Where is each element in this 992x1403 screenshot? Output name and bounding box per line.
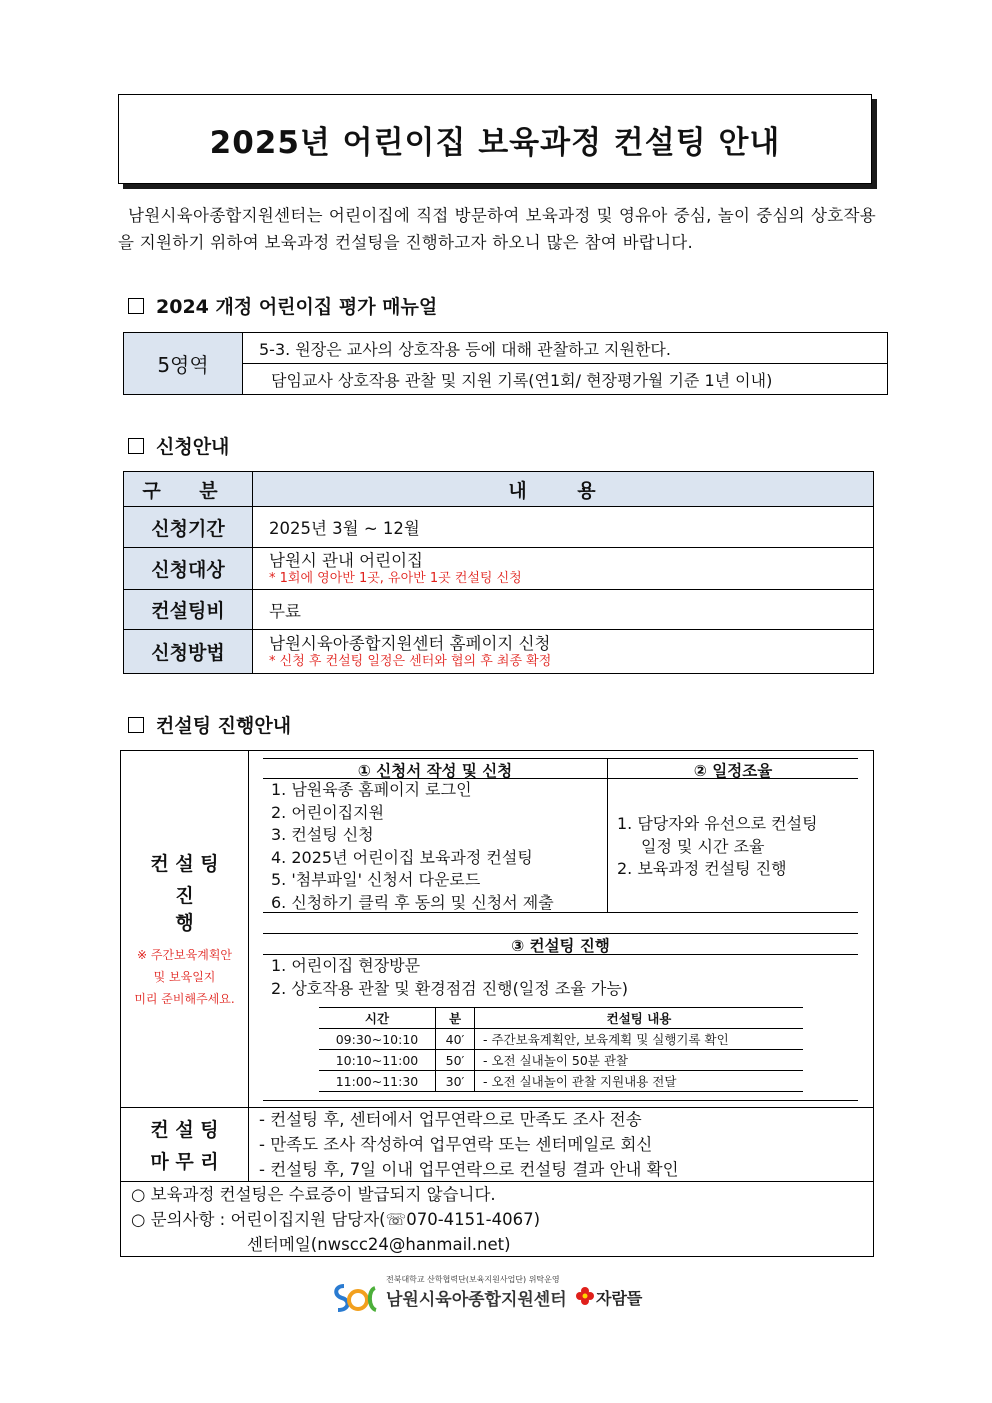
logo-name: 남원시육아종합지원센터 [386,1290,567,1310]
row-note: * 신청 후 컨설팅 일정은 센터와 협의 후 최종 확정 [269,653,552,669]
step2-list: 1. 담당자와 유선으로 컨설팅 일정 및 시간 조율 2. 보육과정 컨설팅 진행 [617,814,818,878]
area-label: 5영역 [124,333,243,395]
table-row: 10:10~11:00 50′ - 오전 실내놀이 50분 관찰 [319,1050,803,1071]
prep-note-1: ※ 주간보육계획안 [136,948,232,962]
step3-list: 1. 어린이집 현장방문 2. 상호작용 관찰 및 환경점검 진행(일정 조율 가능) [271,956,629,998]
title-box [118,94,872,184]
label-finish-2: 마 무 리 [150,1151,219,1173]
step1-list: 1. 남원육종 홈페이지 로그인 2. 어린이집지원 3. 컨설팅 신청 4. 2025년 어린이집 보육과정 컨설팅 5. '첨부파일' 신청서 다운로드 6. 신청하기 클릭 후 동의 및 신청서 제출 [271,780,554,912]
prep-note-3: 미리 준비해주세요. [134,992,235,1006]
col-content: 내 용 [253,472,874,507]
step1-title: ① 신청서 작성 및 신청 [357,762,513,780]
section-heading-progress: 컨설팅 진행안내 [128,711,291,738]
flower-icon [576,1287,594,1305]
step2-title: ② 일정조율 [693,762,773,780]
logo-small-text: 전북대학교 산학협력단(보육지원사업단) 위탁운영 [386,1275,560,1284]
row-value: 남원시 관내 어린이집 * 1회에 영아반 1곳, 유아반 1곳 컨설팅 신청 [253,548,874,590]
center-logo [330,1272,660,1312]
row-key: 신청대상 [124,548,253,590]
section-heading-manual: 2024 개정 어린이집 평가 매뉴얼 [128,292,437,319]
label-progress-2: 진 행 [175,885,222,934]
section-heading-apply: 신청안내 [128,432,229,459]
manual-line-2: 담임교사 상호작용 관찰 및 지원 기록(연1회/ 현장평가월 기준 1년 이내) [243,364,888,395]
footer-info: ○ 보육과정 컨설팅은 수료증이 발급되지 않습니다. ○ 문의사항 : 어린이집지원 담당자(☏070-4151-4067) 센터메일(nwscc24@hanmail.net) [131,1185,541,1254]
row-value: 2025년 3월 ~ 12월 [253,507,874,548]
finish-list: - 컨설팅 후, 센터에서 업무연락으로 만족도 조사 전송 - 만족도 조사 작성하여 업무연락 또는 센터메일로 회신 - 컨설팅 후, 7일 이내 업무연락으로 컨설팅 결과 안내 확인 [259,1110,679,1179]
row-value: 남원시육아종합지원센터 홈페이지 신청 * 신청 후 컨설팅 일정은 센터와 협의 후 최종 확정 [253,630,874,674]
manual-line-1: 5-3. 원장은 교사의 상호작용 등에 대해 관찰하고 지원한다. [243,333,888,364]
intro-paragraph: 남원시육아종합지원센터는 어린이집에 직접 방문하여 보육과정 및 영유아 중심, 놀이 중심의 상호작용을 지원하기 위하여 보육과정 컨설팅을 진행하고자 하오니 많은 참여 바랍니다. [118,206,876,252]
progress-table [120,750,874,1257]
logo-brand: 자람뜰 [596,1289,643,1308]
col-category: 구 분 [124,472,253,507]
prep-note-2: 및 보육일지 [153,970,216,984]
manual-table [123,332,888,395]
step3-title: ③ 컨설팅 진행 [511,937,610,955]
row-key: 신청기간 [124,507,253,548]
checkbox-square-icon [128,298,144,314]
label-progress-1: 컨 설 팅 [150,853,219,875]
checkbox-square-icon [128,438,144,454]
page-title: 2025년 어린이집 보육과정 컨설팅 안내 [209,124,781,161]
label-finish-1: 컨 설 팅 [150,1119,219,1141]
table-row: 09:30~10:10 40′ - 주간보육계획안, 보육계획 및 실행기록 확인 [319,1029,803,1050]
row-key: 컨설팅비 [124,590,253,630]
apply-table [123,471,874,674]
row-value: 무료 [253,590,874,630]
logo-mark-icon [330,1280,382,1314]
schedule-table: 시간 분 컨설팅 내용 09:30~10:10 40′ - 주간보육계획안, 보육계획 및 실행기록 확인 10:10~11:00 50′ - 오전 실내놀이 50분 관찰 11:00~11:30 30′ - 오전 실내놀이 관찰 지원내용 전달 [319,1007,803,1092]
row-key: 신청방법 [124,630,253,674]
row-note: * 1회에 영아반 1곳, 유아반 1곳 컨설팅 신청 [269,570,522,586]
checkbox-square-icon [128,717,144,733]
table-row: 11:00~11:30 30′ - 오전 실내놀이 관찰 지원내용 전달 [319,1071,803,1092]
